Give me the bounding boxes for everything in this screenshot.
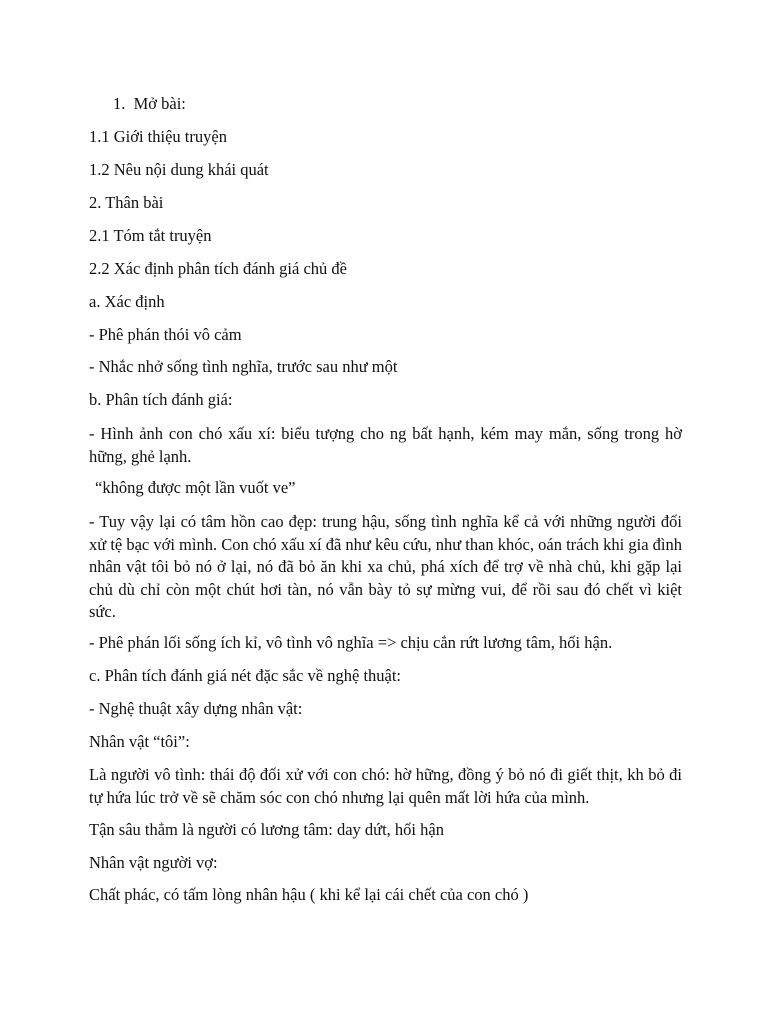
item-b-phan-tich: b. Phân tích đánh giá:	[89, 390, 233, 409]
item-phe-phan-vo-cam: - Phê phán thói vô cảm	[89, 325, 242, 344]
item-c-nghe-thuat: c. Phân tích đánh giá nét đặc sắc về nghệ thuật:	[89, 666, 402, 685]
heading-than-bai: 2. Thân bài	[89, 193, 164, 212]
heading-mo-bai: 1. Mở bài:	[113, 94, 186, 113]
item-nhac-nho: - Nhắc nhở sống tình nghĩa, trước sau như một	[89, 357, 398, 376]
item-a-xac-dinh: a. Xác định	[89, 292, 165, 311]
item-chat-phac: Chất phác, có tấm lòng nhân hậu ( khi kể lại cái chết của con chó )	[89, 885, 529, 904]
item-noi-dung-khai-quat: 1.2 Nêu nội dung khái quát	[89, 160, 269, 179]
item-nhan-vat-toi: Nhân vật “tôi”:	[89, 732, 190, 751]
item-nhan-vat-nguoi-vo: Nhân vật người vợ:	[89, 853, 218, 872]
paragraph-nguoi-vo-tinh: Là người vô tình: thái độ đối xử với con chó: hờ hững, đồng ý bỏ nó đi giết thịt, kh bỏ đi tự hứa lúc trở về sẽ chăm sóc con chó nhưng lại quên mất lời hứa của mình.	[89, 765, 682, 807]
item-tom-tat-truyen: 2.1 Tóm tắt truyện	[89, 226, 212, 245]
paragraph-tam-hon-cao-dep: - Tuy vậy lại có tâm hồn cao đẹp: trung hậu, sống tình nghĩa kể cả với những người đối xử tệ bạc với mình. Con chó xấu xí đã như kêu cứu, như than khóc, oán trách khi gia đình nhân vật tôi bỏ nó ở lại, nó đã bỏ ăn khi xa chủ, phá xích để trợ về nhà chủ, khi gặp lại chủ dù chỉ còn một chút hơi tàn, nó vẫn bày tỏ sự mừng vui, để rồi sau đó chết vì kiệt sức.	[89, 512, 682, 621]
item-luong-tam: Tận sâu thẳm là người có lương tâm: day dứt, hối hận	[89, 820, 444, 839]
paragraph-hinh-anh-con-cho: - Hình ảnh con chó xấu xí: biểu tượng cho ng bất hạnh, kém may mắn, sống trong hờ hững, ghẻ lạnh.	[89, 424, 682, 466]
item-phe-phan-ich-ki: - Phê phán lối sống ích kỉ, vô tình vô nghĩa => chịu cắn rứt lương tâm, hối hận.	[89, 633, 613, 652]
item-xay-dung-nhan-vat: - Nghệ thuật xây dựng nhân vật:	[89, 699, 303, 718]
quote-khong-duoc-vuot-ve: “không được một lần vuốt ve”	[95, 478, 296, 497]
item-chu-de: 2.2 Xác định phân tích đánh giá chủ đề	[89, 259, 347, 278]
item-gioi-thieu-truyen: 1.1 Giới thiệu truyện	[89, 127, 227, 146]
